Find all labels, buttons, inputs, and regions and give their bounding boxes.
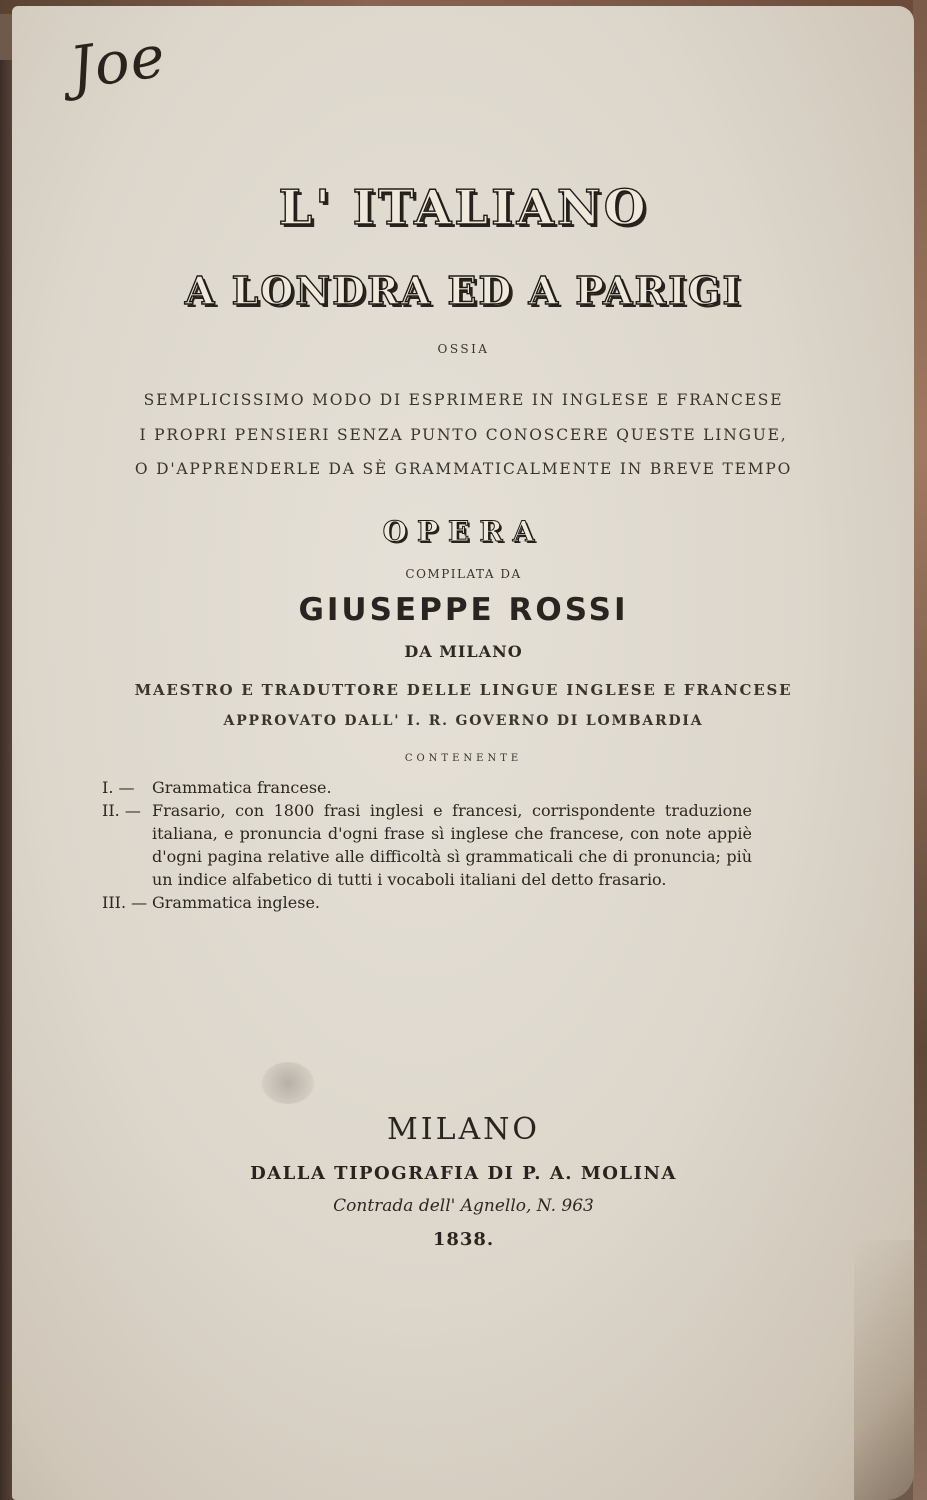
- subtitle-line-1: SEMPLICISSIMO MODO DI ESPRIMERE IN INGLESE E FRANCESE: [143, 391, 784, 409]
- contents-item-number: I. —: [102, 778, 135, 797]
- opera-label: OPERA: [382, 515, 545, 548]
- title-line-2: A LONDRA ED A PARIGI: [184, 268, 743, 313]
- contents-item: [102, 776, 752, 799]
- contents-item-text: Grammatica inglese.: [152, 893, 320, 912]
- contents-item: [102, 799, 752, 891]
- imprint-printer: DALLA TIPOGRAFIA DI P. A. MOLINA: [250, 1163, 677, 1184]
- contenente-label: CONTENENTE: [404, 753, 523, 764]
- contents-item-text: Frasario, con 1800 frasi inglesi e francesi, corrispondente traduzione italiana, e pronuncia d'ogni frase sì inglese che francese, con note appiè d'ogni pagina relative alle difficoltà sì grammaticali che di pronuncia; più un indice alfabetico di tutti i vocaboli italiani del detto frasario.: [152, 801, 752, 889]
- ink-smudge: [262, 1062, 314, 1104]
- contents-item-number: II. —: [102, 801, 141, 820]
- imprint-address: Contrada dell' Agnello, N. 963: [333, 1196, 594, 1216]
- credentials-line-2: APPROVATO DALL' I. R. GOVERNO DI LOMBARDIA: [223, 713, 704, 729]
- imprint-year: 1838.: [432, 1229, 495, 1250]
- contents-item-number: III. —: [102, 893, 148, 912]
- subtitle-line-3: O D'APPRENDERLE DA SÈ GRAMMATICALMENTE IN BREVE TEMPO: [134, 460, 793, 478]
- subtitle-line-2: I PROPRI PENSIERI SENZA PUNTO CONOSCERE QUESTE LINGUE,: [139, 426, 788, 444]
- contents-list: [102, 776, 752, 914]
- imprint-city: MILANO: [387, 1112, 540, 1147]
- credentials-line-1: MAESTRO E TRADUTTORE DELLE LINGUE INGLESE E FRANCESE: [134, 681, 793, 699]
- handwritten-inscription: Joe: [65, 21, 170, 103]
- ossia-label: OSSIA: [437, 342, 490, 356]
- compilata-label: COMPILATA DA: [405, 567, 522, 581]
- contents-item-text: Grammatica francese.: [152, 778, 332, 797]
- title-line-1: L' ITALIANO: [278, 180, 649, 236]
- frayed-corner: [854, 1240, 914, 1500]
- author-origin: DA MILANO: [404, 642, 523, 661]
- author-name: GIUSEPPE ROSSI: [298, 592, 629, 628]
- contents-item: [102, 891, 752, 914]
